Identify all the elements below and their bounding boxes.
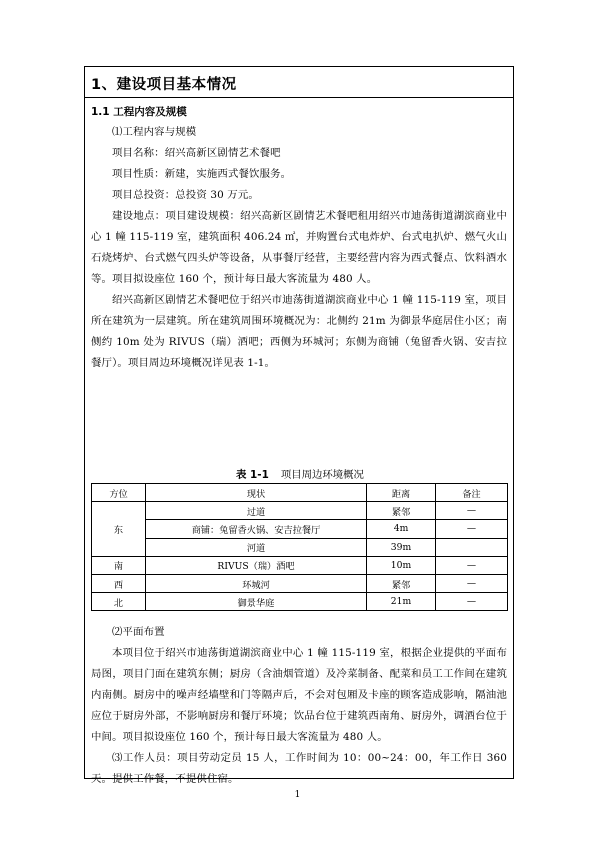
- table-row: [92, 593, 508, 611]
- cell-status: RIVUS（瑞）酒吧: [146, 556, 367, 574]
- cell-note: —: [436, 520, 508, 538]
- cell-note: —: [436, 574, 508, 592]
- table-row: [92, 538, 508, 556]
- project-info-section: [91, 122, 507, 374]
- project-investment: 项目总投资：总投资 30 万元。: [112, 189, 259, 201]
- content-frame: [84, 66, 514, 785]
- surroundings-table: [91, 483, 508, 611]
- item-heading-layout: ⑵平面布置: [112, 626, 165, 638]
- cell-status: 商铺：兔留香火锅、安吉拉餐厅: [146, 520, 367, 538]
- surroundings-paragraph: 绍兴高新区剧情艺术餐吧位于绍兴市迪荡街道湖滨商业中心 1 幢 115-119 室，项目所在建筑为一层建筑。所在建筑周围环境概况为：北侧约 21m 为御景华庭居住小区；南侧约 10m 处为 RIVUS（瑞）酒吧；西侧为环城河；东侧为商铺（兔留香火锅、安吉拉餐厅）。项目周边环境概况详见表 1-1。: [91, 294, 507, 369]
- header-note: 备注: [436, 484, 508, 502]
- cell-direction: 南: [92, 556, 146, 574]
- layout-and-staff-section: [91, 622, 507, 790]
- cell-direction: 西: [92, 574, 146, 592]
- section-divider: [85, 97, 513, 98]
- header-status: 现状: [146, 484, 367, 502]
- layout-paragraph: 本项目位于绍兴市迪荡街道湖滨商业中心 1 幢 115-119 室，根据企业提供的平面布局图，项目门面在建筑东侧；厨房（含油烟管道）及冷菜制备、配菜和员工工作间在建筑内南侧。厨房中的噪声经墙壁和门等隔声后，不会对包厢及卡座的顾客造成影响，隔油池应位于厨房外部，不影响厨房和餐厅环境；饮品台位于建筑西南角、厨房外，调酒台位于中间。项目拟设座位 160 个，预计每日最大客流量为 480 人。: [91, 647, 507, 743]
- cell-distance: 4m: [367, 520, 436, 538]
- cell-note: [436, 538, 508, 556]
- item-heading-scale: ⑴工程内容与规模: [112, 126, 197, 138]
- cell-note: —: [436, 556, 508, 574]
- table-row: [92, 556, 508, 574]
- header-distance: 距离: [367, 484, 436, 502]
- cell-status: 环城河: [146, 574, 367, 592]
- cell-note: —: [436, 502, 508, 520]
- subsection-title: 1.1 工程内容及规模: [91, 106, 187, 118]
- cell-direction: 东: [92, 502, 146, 557]
- table-caption-number: 表 1-1: [236, 469, 269, 481]
- cell-distance: 紧邻: [367, 574, 436, 592]
- page-number: 1: [294, 790, 301, 800]
- section-title: 1、建设项目基本情况: [91, 77, 237, 93]
- project-nature: 项目性质：新建，实施西式餐饮服务。: [112, 168, 292, 180]
- table-row: [92, 520, 508, 538]
- table-header-row: [92, 484, 508, 502]
- cell-status: 御景华庭: [146, 593, 367, 611]
- table-row: [92, 502, 508, 520]
- header-direction: 方位: [92, 484, 146, 502]
- cell-note: —: [436, 593, 508, 611]
- cell-status: 过道: [146, 502, 367, 520]
- cell-distance: 39m: [367, 538, 436, 556]
- table-caption-text: 项目周边环境概况: [280, 469, 364, 481]
- cell-distance: 21m: [367, 593, 436, 611]
- cell-distance: 紧邻: [367, 502, 436, 520]
- table-caption: [85, 466, 515, 481]
- cell-status: 河道: [146, 538, 367, 556]
- cell-direction: 北: [92, 593, 146, 611]
- project-name: 项目名称：绍兴高新区剧情艺术餐吧: [112, 147, 281, 159]
- project-location-paragraph: 建设地点：项目建设规模：绍兴高新区剧情艺术餐吧租用绍兴市迪荡街道湖滨商业中心 1 幢 115-119 室，建筑面积 406.24 ㎡，并购置台式电炸炉、台式电扒炉、燃气火山石烧烤炉、台式燃气四头炉等设备，从事餐厅经营，主要经营内容为西式餐点、饮料酒水等。项目拟设座位 160 个，预计每日最大客流量为 480 人。: [91, 210, 507, 285]
- staff-paragraph: ⑶工作人员：项目劳动定员 15 人，工作时间为 10：00~24：00，年工作日 360 天。提供工作餐，不提供住宿。: [91, 752, 507, 785]
- table-row: [92, 574, 508, 592]
- cell-distance: 10m: [367, 556, 436, 574]
